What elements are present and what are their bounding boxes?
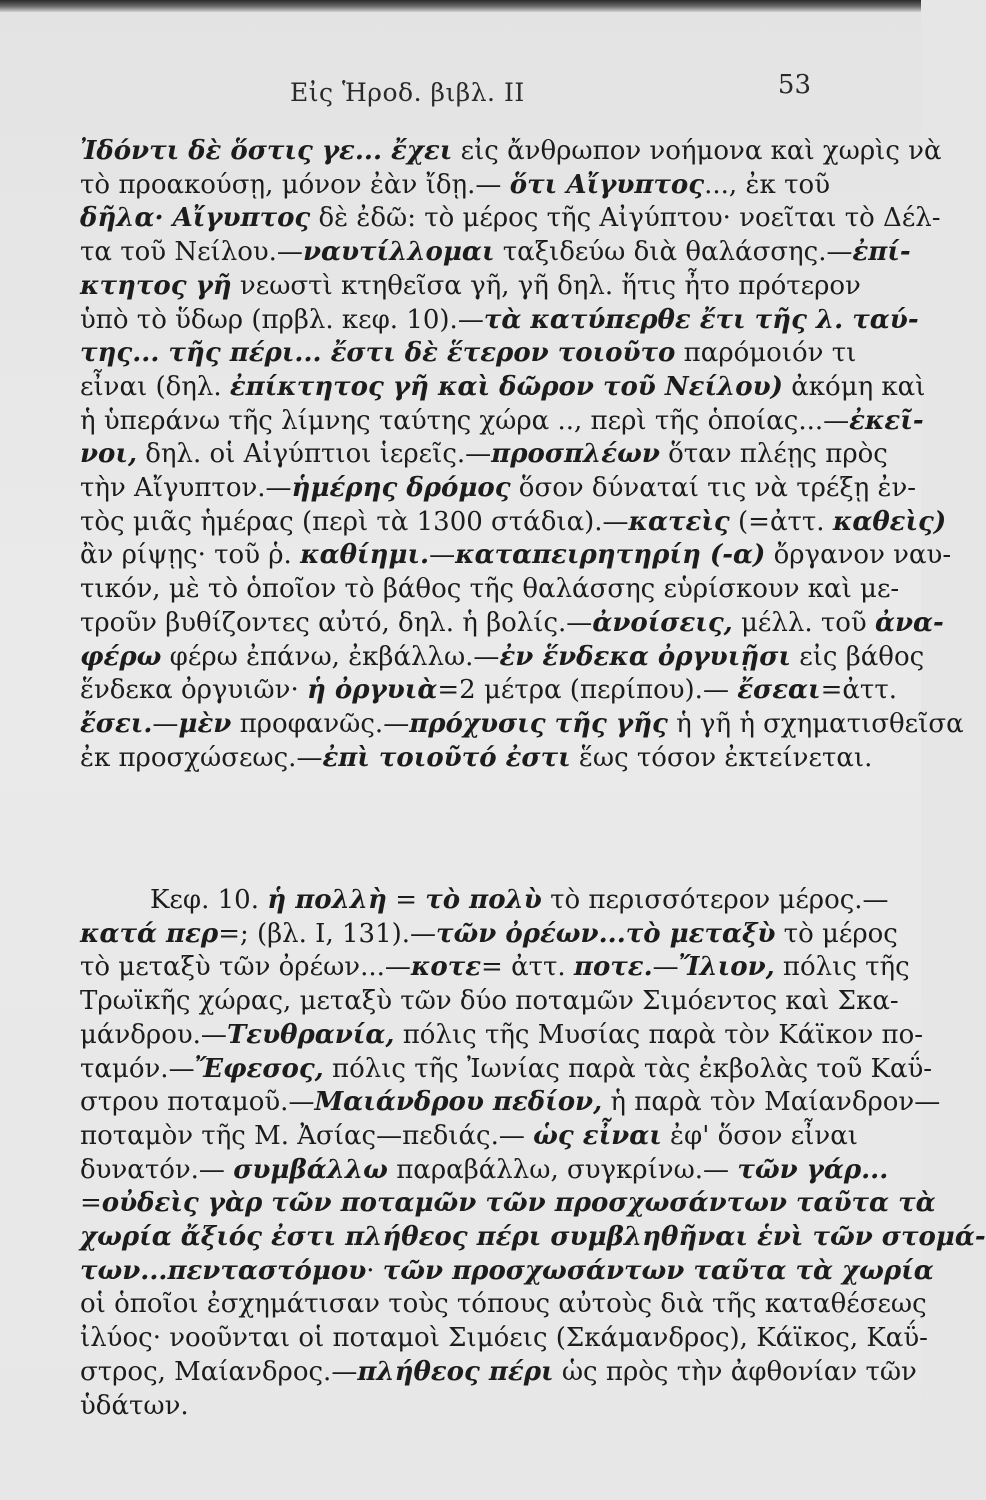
text-line xyxy=(80,405,924,439)
lemma-term: τῶν ὀρέων...τὸ μεταξὺ xyxy=(436,918,776,949)
gloss-text: τὸ μέρος xyxy=(775,918,898,949)
text-line xyxy=(80,918,898,952)
text-line xyxy=(80,884,889,918)
gloss-text: τὸ προακούσῃ, μόνον ἐὰν ἴδῃ.— xyxy=(80,169,510,200)
text-line xyxy=(80,135,942,169)
page-number: 53 xyxy=(777,70,811,100)
gloss-text: =2 μέτρα (περίπου).— xyxy=(437,675,738,706)
gloss-text: τροῦν βυθίζοντες αὐτό, δηλ. ἡ βολίς.— xyxy=(80,607,593,638)
gloss-text: νεωστὶ κτηθεῖσα γῆ, γῆ δηλ. ἥτις ἦτο πρότερον xyxy=(231,270,861,301)
text-line xyxy=(80,1053,933,1087)
gloss-text: στρου ποταμοῦ.— xyxy=(80,1087,315,1118)
gloss-text: (=ἀττ. xyxy=(729,506,833,537)
lemma-term: προσπλέων xyxy=(491,439,660,470)
lemma-term: Ἴλιον, xyxy=(678,952,775,983)
lemma-term: ἡμέρης δρόμος xyxy=(291,473,511,504)
gloss-text: ἂν ρίψῃς· τοῦ ῥ. xyxy=(80,540,301,571)
text-line xyxy=(80,1390,830,1424)
lemma-term: νοι, xyxy=(80,439,138,470)
gloss-text: ἐφ' ὅσον εἶναι xyxy=(661,1120,858,1151)
gloss-text: — xyxy=(652,952,679,983)
lemma-term: Ἰδόντι δὲ ὅστις γε... xyxy=(80,136,382,166)
gloss-text: δὲ ἐδῶ: τὸ μέρος τῆς Αἰγύπτου· νοεῖται τὸ Δέλ- xyxy=(310,203,941,234)
gloss-text: πόλις τῆς Μυσίας παρὰ τὸν Κάϊκον πο- xyxy=(394,1019,924,1050)
gloss-text: =ἀττ. xyxy=(820,675,897,706)
lemma-term: καταπειρητηρίη (-α) xyxy=(455,540,766,571)
gloss-text: =; (βλ. Ι, 131).— xyxy=(218,918,437,949)
text-line xyxy=(80,270,861,304)
lemma-term: ὅτι Αἴγυπτος xyxy=(509,169,705,200)
lemma-term: καθίημι. xyxy=(300,540,430,571)
page-header xyxy=(0,70,921,110)
gloss-text: ὄργανον ναυ- xyxy=(765,540,952,571)
text-line xyxy=(80,438,888,472)
text-line xyxy=(80,472,917,506)
lemma-term: καθεὶς) xyxy=(832,506,947,537)
lemma-term: πλήθεος πέρι xyxy=(357,1356,554,1387)
gloss-text: = xyxy=(386,885,426,915)
text-line xyxy=(80,1086,941,1120)
lemma-term: Τευθρανία, xyxy=(226,1019,395,1050)
gloss-text: τὸ μεταξὺ τῶν ὀρέων...— xyxy=(80,952,411,983)
text-line xyxy=(80,573,900,607)
text-line xyxy=(80,1221,986,1255)
lemma-term: ἐπὶ τοιοῦτό ἐστι xyxy=(322,742,571,773)
lemma-term: της... τῆς πέρι... ἔστι δὲ ἕτερον τοιοῦτο xyxy=(80,338,676,369)
gloss-text: τὸ περισσότερον μέρος.— xyxy=(541,885,889,915)
lemma-term: Ἔφεσος, xyxy=(194,1053,324,1084)
gloss-text: εἰς βάθος xyxy=(790,641,925,672)
text-line xyxy=(80,169,830,203)
gloss-text: ὅσον δύναταί τις νὰ τρέξῃ ἐν- xyxy=(510,473,917,504)
page-top-edge xyxy=(0,0,921,12)
lemma-term: ἀνοίσεις, xyxy=(592,607,733,638)
lemma-term: δῆλα· Αἴγυπτος xyxy=(80,203,311,234)
lemma-term: μὲν xyxy=(178,708,232,739)
lemma-term: ἐκεῖ- xyxy=(849,405,924,436)
gloss-text: δηλ. οἱ Αἰγύπτιοι ἱερεῖς.— xyxy=(137,439,492,470)
lemma-term: τῶν γάρ... xyxy=(737,1154,889,1185)
lemma-term: τῶν προσχωσάντων ταῦτα τὰ χωρία xyxy=(382,1255,934,1286)
lemma-term: συμβάλλω xyxy=(233,1154,388,1185)
text-line xyxy=(80,1255,934,1289)
lemma-term: ποτε. xyxy=(573,952,653,983)
lemma-term: ὡς εἶναι xyxy=(533,1120,662,1151)
gloss-text: · xyxy=(366,1255,383,1286)
gloss-text: παρόμοιόν τι xyxy=(675,338,857,369)
lemma-term: ἀνα- xyxy=(874,607,944,638)
gloss-text: πόλις τῆς xyxy=(774,952,910,983)
text-line xyxy=(80,951,910,985)
text-line xyxy=(80,506,947,540)
gloss-text: πόλις τῆς Ἰωνίας παρὰ τὰς ἐκβολὰς τοῦ Καΰ- xyxy=(323,1053,933,1084)
text-line xyxy=(80,1120,858,1154)
text-line xyxy=(80,674,897,708)
gloss-text: ὑπὸ τὸ ὕδωρ (πρβλ. κεφ. 10).— xyxy=(80,304,484,335)
lemma-term: των...πενταστόμου xyxy=(80,1255,367,1286)
text-line xyxy=(80,304,919,338)
lemma-term: πρόχυσις τῆς γῆς xyxy=(409,708,668,739)
gloss-text: ποταμὸν τῆς Μ. Ἀσίας—πεδιάς.— xyxy=(80,1120,534,1151)
text-line xyxy=(80,1356,917,1390)
gloss-text: ὑδάτων. xyxy=(80,1390,189,1421)
gloss-text: = ἀττ. xyxy=(481,952,574,983)
gloss-text: ἐκ προσχώσεως.— xyxy=(80,742,323,773)
gloss-text: ..., ἐκ τοῦ xyxy=(704,169,830,200)
gloss-text: μέλλ. τοῦ xyxy=(732,607,875,638)
gloss-text: ἕως τόσον ἐκτείνεται. xyxy=(570,742,873,773)
text-line xyxy=(80,985,899,1019)
gloss-text: τα τοῦ Νείλου.— xyxy=(80,237,303,268)
gloss-text: — xyxy=(429,540,456,571)
gloss-text: ἕνδεκα ὀργυιῶν· xyxy=(80,675,307,706)
lemma-term: κοτε xyxy=(410,952,482,983)
lemma-term: ἡ ὀργυιὰ xyxy=(306,675,438,706)
gloss-text: ἀκόμη καὶ xyxy=(782,371,926,402)
gloss-text: Κεφ. 10. xyxy=(150,885,268,915)
text-line xyxy=(80,371,926,405)
text-line xyxy=(80,742,873,776)
gloss-text: ἡ ὑπεράνω τῆς λίμνης ταύτης χώρα .., περὶ τῆς ὁποίας...— xyxy=(80,405,850,436)
text-line xyxy=(80,1187,936,1221)
text-line xyxy=(80,1322,928,1356)
lemma-term: ἔχει xyxy=(382,136,453,166)
lemma-term: κατεὶς xyxy=(628,506,730,537)
lemma-term: χωρία ἄξιός ἐστι πλήθεος πέρι συμβληθῆναι ἑνὶ τῶν στομά- xyxy=(80,1222,986,1253)
lemma-term: ἐπίκτητος γῆ καὶ δῶρον τοῦ Νείλου) xyxy=(229,371,783,402)
gloss-text: οἱ ὁποῖοι ἐσχημάτισαν τοὺς τόπους αὐτοὺς διὰ τῆς καταθέσεως xyxy=(80,1289,927,1320)
text-line xyxy=(80,1288,927,1322)
lemma-term: ἔσεαι xyxy=(737,675,821,706)
gloss-text: εἰς ἄνθρωπον νοήμονα καὶ χωρὶς νὰ xyxy=(452,136,942,166)
text-line xyxy=(80,607,944,641)
text-line xyxy=(80,1019,924,1053)
lemma-term: ναυτίλλομαι xyxy=(302,237,495,268)
gloss-text: ὅταν πλέῃς πρὸς xyxy=(659,439,888,470)
text-line xyxy=(80,202,941,236)
text-line xyxy=(80,708,964,742)
lemma-term: ἔσει. xyxy=(80,708,153,739)
lemma-term: ἐν ἕνδεκα ὀργυιῇσι xyxy=(499,641,791,672)
lemma-term: κτητος γῆ xyxy=(80,270,232,301)
commentary-paragraph-2 xyxy=(80,884,986,1423)
lemma-term: κατά περ xyxy=(80,918,219,949)
lemma-term: Μαιάνδρου πεδίον, xyxy=(314,1087,603,1118)
gloss-text: ταμόν.— xyxy=(80,1053,195,1084)
gloss-text: στρος, Μαίανδρος.— xyxy=(80,1356,358,1387)
lemma-term: ἡ πολλὴ xyxy=(267,885,387,915)
gloss-text: ἡ γῆ ἡ σχηματισθεῖσα xyxy=(667,708,964,739)
commentary-paragraph-1 xyxy=(80,135,964,775)
lemma-term: οὐδεὶς γὰρ τῶν ποταμῶν τῶν προσχωσάντων ταῦτα τὰ xyxy=(101,1188,936,1219)
gloss-text: εἶναι (δηλ. xyxy=(80,371,230,402)
lemma-term: τὸ πολὺ xyxy=(425,885,542,915)
lemma-term: τὰ κατύπερθε ἔτι τῆς λ. ταύ- xyxy=(483,304,919,335)
lemma-term: ἐπί- xyxy=(852,237,911,268)
text-line xyxy=(80,337,857,371)
gloss-text: ἰλύος· νοοῦνται οἱ ποταμοὶ Σιμόεις (Σκάμανδρος), Κάϊκος, Καΰ- xyxy=(80,1323,928,1354)
gloss-text: — xyxy=(152,708,179,739)
gloss-text: τὸς μιᾶς ἡμέρας (περὶ τὰ 1300 στάδια).— xyxy=(80,506,629,537)
gloss-text: ταξιδεύω διὰ θαλάσσης.— xyxy=(494,237,853,268)
gloss-text: τικόν, μὲ τὸ ὁποῖον τὸ βάθος τῆς θαλάσσης εὑρίσκουν καὶ με- xyxy=(80,574,900,605)
gloss-text: τὴν Αἴγυπτον.— xyxy=(80,473,292,504)
gloss-text: = xyxy=(80,1188,102,1219)
gloss-text: παραβάλλω, συγκρίνω.— xyxy=(387,1154,738,1185)
running-head: Εἰς Ἡροδ. βιβλ. ΙΙ xyxy=(290,78,525,107)
gloss-text: μάνδρου.— xyxy=(80,1019,227,1050)
gloss-text: δυνατόν.— xyxy=(80,1154,234,1185)
gloss-text: ἡ παρὰ τὸν Μαίανδρον— xyxy=(602,1087,941,1118)
text-line xyxy=(80,539,952,573)
text-line xyxy=(80,1154,889,1188)
gloss-text: προφανῶς.— xyxy=(231,708,410,739)
gloss-text: Τρωϊκῆς χώρας, μεταξὺ τῶν δύο ποταμῶν Σιμόεντος καὶ Σκα- xyxy=(80,986,899,1017)
text-line xyxy=(80,236,911,270)
text-line xyxy=(80,641,925,675)
gloss-text: ὡς πρὸς τὴν ἀφθονίαν τῶν xyxy=(553,1356,917,1387)
lemma-term: φέρω xyxy=(80,641,162,672)
gloss-text: φέρω ἐπάνω, ἐκβάλλω.— xyxy=(161,641,500,672)
